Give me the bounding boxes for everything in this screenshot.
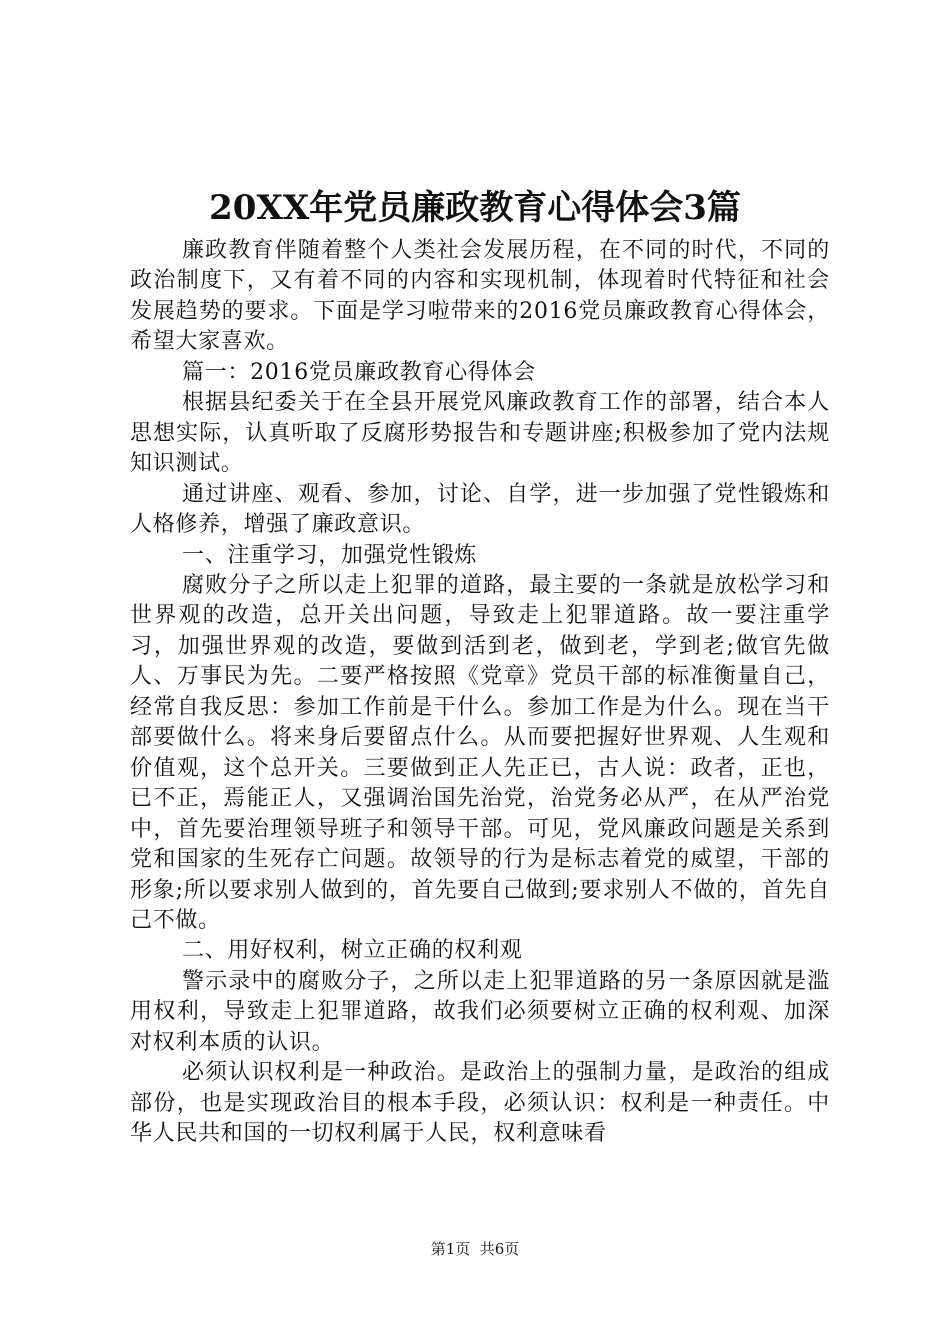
- paragraph: 警示录中的腐败分子，之所以走上犯罪道路的另一条原因就是滥用权利，导致走上犯罪道路，故我们必须要树立正确的权利观、加深对权利本质的认识。: [130, 968, 830, 1055]
- section-heading: 篇一：2016党员廉政教育心得体会: [182, 359, 536, 385]
- document-body: [130, 236, 830, 1150]
- paragraph: 通过讲座、观看、参加，讨论、自学，进一步加强了党性锻炼和人格修养，增强了廉政意识。: [130, 481, 830, 538]
- paragraph: 根据县纪委关于在全县开展党风廉政教育工作的部署，结合本人思想实际，认真听取了反腐形势报告和专题讲座;积极参加了党内法规知识测试。: [130, 390, 830, 477]
- section-heading: 二、用好权利，树立正确的权利观: [182, 938, 523, 964]
- section-heading: 一、注重学习，加强党性锻炼: [182, 542, 478, 568]
- paragraph: 必须认识权利是一种政治。是政治上的强制力量，是政治的组成部份，也是实现政治目的根本手段，必须认识：权利是一种责任。中华人民共和国的一切权利属于人民，权利意味看: [130, 1060, 830, 1147]
- document-title: 20XX年党员廉政教育心得体会3篇: [209, 188, 741, 228]
- paragraph: 廉政教育伴随着整个人类社会发展历程，在不同的时代，不同的政治制度下，又有着不同的内容和实现机制，体现着时代特征和社会发展趋势的要求。下面是学习啦带来的2016党员廉政教育心得体会，希望大家喜欢。: [130, 238, 830, 355]
- page-footer: 第1页 共6页: [430, 1240, 520, 1258]
- paragraph: 腐败分子之所以走上犯罪的道路，最主要的一条就是放松学习和世界观的改造，总开关出问题，导致走上犯罪道路。故一要注重学习，加强世界观的改造，要做到活到老，做到老，学到老;做官先做人、万事民为先。二要严格按照《党章》党员干部的标准衡量自己，经常自我反思：参加工作前是干什么。参加工作是为什么。现在当干部要做什么。将来身后要留点什么。从而要把握好世界观、人生观和价值观，这个总开关。三要做到正人先正已，古人说：政者，正也，已不正，焉能正人，又强调治国先治党，治党务必从严，在从严治党中，首先要治理领导班子和领导干部。可见，党风廉政问题是关系到党和国家的生死存亡问题。故领导的行为是标志着党的威望，干部的形象;所以要求别人做到的，首先要自己做到;要求别人不做的，首先自己不做。: [130, 572, 830, 933]
